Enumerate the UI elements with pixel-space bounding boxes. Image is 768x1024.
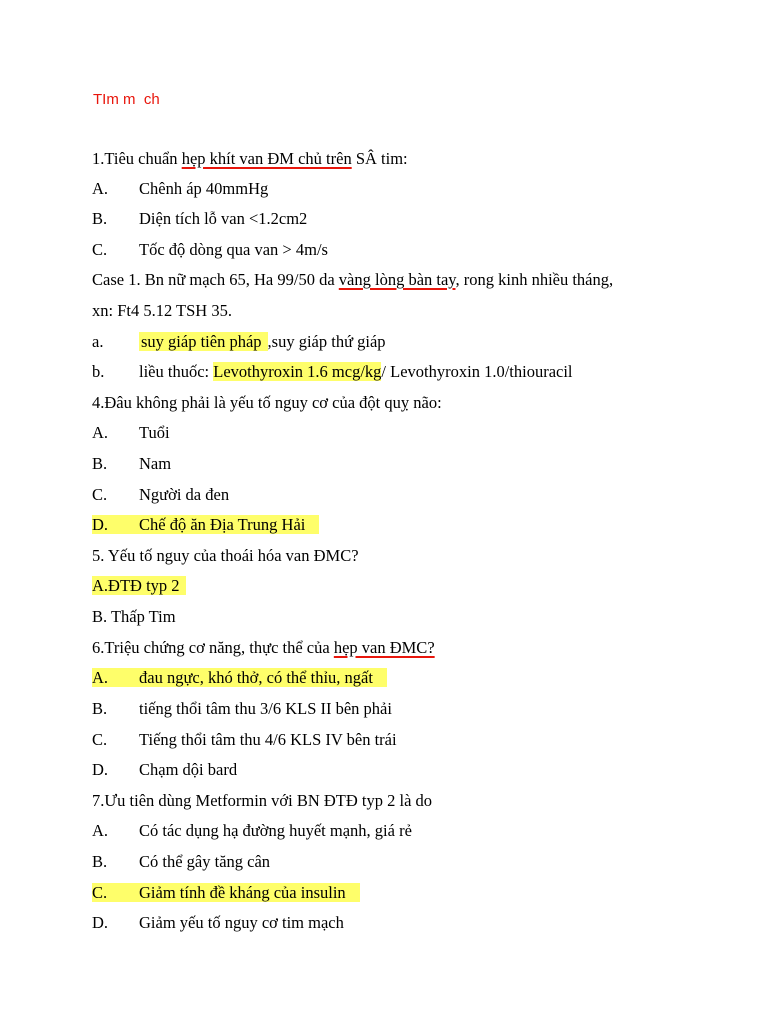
highlighted-answer: suy giáp tiên pháp	[139, 332, 268, 351]
option-label: D.	[92, 515, 109, 534]
option-text: Tốc độ dòng qua van > 4m/s	[139, 240, 328, 259]
case-1-option-b	[92, 362, 573, 382]
question-6-option-c	[92, 730, 397, 750]
option-text: Giảm tính đề kháng của insulin	[139, 883, 346, 902]
option-label: a.	[92, 332, 104, 351]
question-1-underlined: hẹp khít van ĐM chủ trên	[181, 149, 352, 168]
option-text: đau ngực, khó thở, có thể thỉu, ngất	[139, 668, 373, 687]
option-label: A.	[92, 179, 109, 198]
question-7-option-a	[92, 821, 412, 841]
question-6	[92, 638, 435, 658]
question-1-prefix: 1.Tiêu chuẩn	[92, 149, 182, 168]
question-4-option-d	[92, 515, 319, 535]
case-1	[92, 270, 613, 290]
option-rest: ,suy giáp thứ giáp	[267, 332, 386, 351]
option-text: Nam	[139, 454, 172, 473]
option-text	[139, 332, 386, 352]
question-5-option-a	[92, 576, 186, 596]
highlighted-answer: Levothyroxin 1.6 mcg/kg	[213, 362, 382, 381]
highlighted-answer	[92, 668, 387, 687]
question-4-option-b	[92, 454, 171, 474]
option-label: C.	[92, 485, 108, 504]
option-text: Tuổi	[139, 423, 170, 442]
option-label: B.	[92, 209, 108, 228]
question-4-option-a	[92, 423, 170, 443]
question-1-suffix: SÂ tim:	[351, 149, 408, 168]
option-label: A.	[92, 423, 109, 442]
question-1	[92, 149, 408, 169]
question-6-underlined: hẹp van ĐMC?	[333, 638, 435, 657]
option-label: A.	[92, 668, 109, 687]
question-7-option-b	[92, 852, 270, 872]
question-1-option-b	[92, 209, 307, 229]
case-1-option-a	[92, 332, 386, 352]
question-7: 7.Ưu tiên dùng Metformin với BN ĐTĐ typ 2 là do	[92, 791, 433, 810]
option-prefix: liều thuốc:	[139, 362, 214, 381]
question-4-option-c	[92, 485, 229, 505]
option-text: Chạm dội bard	[139, 760, 238, 779]
case-1-prefix: Case 1. Bn nữ mạch 65, Ha 99/50 da	[92, 270, 339, 289]
question-6-option-d	[92, 760, 237, 780]
option-label: b.	[92, 362, 105, 381]
question-4: 4.Đâu không phải là yếu tố nguy cơ của đột quỵ não:	[92, 393, 442, 412]
option-label: A.	[92, 821, 109, 840]
highlighted-answer	[92, 515, 319, 534]
option-text: tiếng thổi tâm thu 3/6 KLS II bên phải	[139, 699, 392, 718]
option-text: Diện tích lỗ van <1.2cm2	[139, 209, 308, 228]
option-label: C.	[92, 240, 108, 259]
case-1-labs: xn: Ft4 5.12 TSH 35.	[92, 301, 232, 320]
question-1-option-c	[92, 240, 328, 260]
highlighted-answer	[92, 883, 360, 902]
option-label: D.	[92, 760, 109, 779]
document-title: TIm m ch	[93, 91, 160, 108]
option-label: C.	[92, 730, 108, 749]
option-text: Có thể gây tăng cân	[139, 852, 271, 871]
option-text: Có tác dụng hạ đường huyết mạnh, giá rẻ	[139, 821, 412, 840]
option-label: B.	[92, 699, 108, 718]
question-6-prefix: 6.Triệu chứng cơ năng, thực thể của	[92, 638, 334, 657]
option-label: D.	[92, 913, 109, 932]
option-rest: / Levothyroxin 1.0/thiouracil	[381, 362, 573, 381]
option-label: B.	[92, 852, 108, 871]
option-label: B.	[92, 454, 108, 473]
question-6-option-b	[92, 699, 392, 719]
question-5-option-b: B. Thấp Tim	[92, 607, 176, 626]
question-7-option-d	[92, 913, 344, 933]
highlighted-answer: A.ĐTĐ typ 2	[92, 576, 186, 595]
option-text: Tiếng thổi tâm thu 4/6 KLS IV bên trái	[139, 730, 397, 749]
option-text: Chế độ ăn Địa Trung Hải	[139, 515, 306, 534]
option-text: Người da đen	[139, 485, 230, 504]
question-1-option-a	[92, 179, 268, 199]
question-7-option-c	[92, 883, 360, 903]
option-text: Chênh áp 40mmHg	[139, 179, 269, 198]
case-1-underlined: vàng lòng bàn tay	[338, 270, 456, 289]
case-1-suffix: , rong kinh nhiều tháng,	[455, 270, 614, 289]
option-label: C.	[92, 883, 108, 902]
question-5: 5. Yếu tố nguy của thoái hóa van ĐMC?	[92, 546, 359, 565]
option-text: Giảm yếu tố nguy cơ tim mạch	[139, 913, 344, 932]
option-text	[139, 362, 573, 382]
question-6-option-a	[92, 668, 387, 688]
